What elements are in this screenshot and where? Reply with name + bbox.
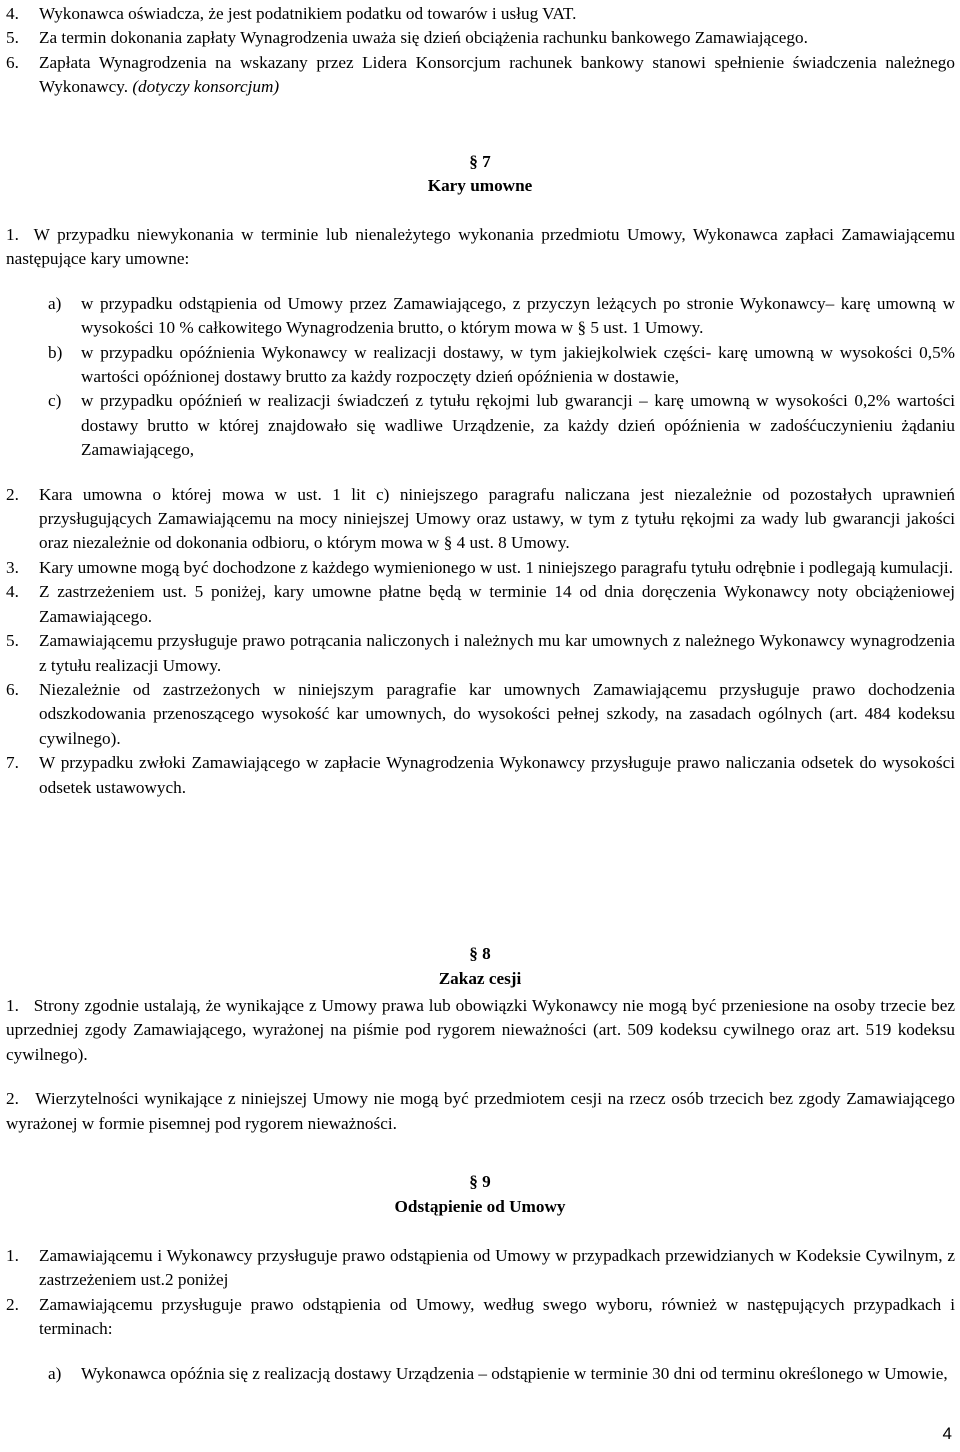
- item-text: W przypadku zwłoki Zamawiającego w zapłacie Wynagrodzenia Wykonawcy przysługuje prawo naliczania odsetek do wysokości odsetek ustawowych.: [39, 753, 955, 797]
- list-item: [6, 1244, 955, 1293]
- list-item: [6, 580, 955, 629]
- item-text: Kara umowna o której mowa w ust. 1 lit c) niniejszego paragrafu naliczana jest niezależnie od pozostałych uprawnień przysługujących Zamawiającemu na mocy niniejszej Umowy oraz ustawy, w tym z tytułu rękojmi za wady lub gwarancji jakości oraz niezależnie od dokonania odbioru, o którym mowa w § 4 ust. 8 Umowy.: [39, 484, 955, 553]
- item-number: 2.: [6, 484, 19, 504]
- item-number: 5.: [6, 631, 19, 651]
- page-number: 4: [942, 1423, 952, 1443]
- list-item: [6, 556, 955, 580]
- section-7-sign: § 7: [469, 152, 491, 171]
- section-9-title: Odstąpienie od Umowy: [394, 1197, 566, 1216]
- section-8-sign: § 8: [469, 944, 491, 963]
- list-item: [6, 629, 955, 678]
- sub-text: w przypadku opóźnień w realizacji świadczeń z tytułu rękojmi lub gwarancji – karę umowną w wysokości 0,2% wartości dostawy brutto w której znajdowało się wadliwe Urządzenie, za każdy dzień opóźnienia w zadośćuczynieniu żądaniu Zamawiającego,: [81, 391, 955, 460]
- sub-item: [6, 1362, 955, 1386]
- item-number: 2.: [6, 1089, 19, 1109]
- sub-label: a): [48, 293, 62, 313]
- item-number: 7.: [6, 753, 19, 773]
- list-item: [6, 751, 955, 800]
- item-text: Za termin dokonania zapłaty Wynagrodzenia uważa się dzień obciążenia rachunku bankowego Zamawiającego.: [39, 28, 808, 48]
- item-text: Zamawiającemu przysługuje prawo potrącania naliczonych i należnych mu kar umownych z należnego Wykonawcy wynagrodzenia z tytułu realizacji Umowy.: [39, 631, 955, 675]
- item-text: Wierzytelności wynikające z niniejszej Umowy nie mogą być przedmiotem cesji na rzecz osób trzecich bez zgody Zamawiającego wyrażonej w formie pisemnej pod rygorem nieważności.: [6, 1089, 955, 1133]
- consortium-note: (dotyczy konsorcjum): [132, 77, 280, 97]
- item-text: Niezależnie od zastrzeżonych w niniejszym paragrafie kar umownych Zamawiającemu przysługuje prawo dochodzenia odszkodowania przenoszącego wysokość kar umownych, do wysokości pełnej szkody, na zasadach ogólnych (art. 484 kodeksu cywilnego).: [39, 679, 955, 748]
- item-text: Zamawiającemu przysługuje prawo odstąpienia od Umowy, według swego wyboru, również w następujących przypadkach i terminach:: [39, 1294, 955, 1339]
- item-text: Strony zgodnie ustalają, że wynikające z Umowy prawa lub obowiązki Wykonawcy nie mogą być przeniesione na osoby trzecie bez uprzedniej zgody Zamawiającego, wyrażonej na piśmie pod rygorem nieważności (art. 509 kodeksu cywilnego oraz art. 519 kodeksu cywilnego).: [6, 996, 956, 1064]
- sub-label: a): [48, 1363, 62, 1383]
- sub-item: [6, 341, 955, 390]
- item-number: 1.: [6, 996, 19, 1015]
- section-8-title: Zakaz cesji: [438, 969, 522, 988]
- item-text: Zapłata Wynagrodzenia na wskazany przez Lidera Konsorcjum rachunek bankowy stanowi spełnienie świadczenia należnego Wykonawcy.: [39, 52, 955, 97]
- sub-text: w przypadku odstąpienia od Umowy przez Zamawiającego, z przyczyn leżących po stronie Wykonawcy– karę umowną w wysokości 10 % całkowitego Wynagrodzenia brutto, o którym mowa w § 5 ust. 1 Umowy.: [81, 293, 955, 338]
- item-text: Kary umowne mogą być dochodzone z każdego wymienionego w ust. 1 niniejszego paragrafu tytułu odrębnie i podlegają kumulacji.: [39, 557, 954, 577]
- item-text: Wykonawca oświadcza, że jest podatnikiem podatku od towarów i usług VAT.: [39, 4, 577, 23]
- list-item: [6, 994, 955, 1067]
- section-9-body: [6, 1244, 955, 1386]
- sub-item: [6, 389, 955, 462]
- section-9-sign: § 9: [469, 1172, 491, 1191]
- section-7-title: Kary umowne: [427, 176, 533, 195]
- list-item: [6, 678, 955, 751]
- section-7-body: [6, 223, 955, 800]
- item-number: 1.: [6, 1246, 19, 1265]
- item-number: 2.: [6, 1294, 19, 1314]
- top-list: [6, 2, 955, 100]
- list-item: [6, 26, 955, 50]
- list-item: [6, 1087, 955, 1136]
- item-number: 1.: [6, 225, 19, 244]
- item-number: 4.: [6, 4, 19, 23]
- sub-label: b): [48, 342, 63, 362]
- item-text: Zamawiającemu i Wykonawcy przysługuje prawo odstąpienia od Umowy w przypadkach przewidzianych w Kodeksie Cywilnym, z zastrzeżeniem ust.2 poniżej: [39, 1246, 955, 1290]
- sub-label: c): [48, 391, 62, 411]
- list-item: [6, 2, 955, 26]
- item-number: 4.: [6, 582, 19, 602]
- sub-item: [6, 292, 955, 341]
- list-item: [6, 51, 955, 100]
- item-number: 5.: [6, 28, 19, 48]
- item-text: Z zastrzeżeniem ust. 5 poniżej, kary umowne płatne będą w terminie 14 od dnia doręczenia Wykonawcy noty obciążeniowej Zamawiającego.: [39, 582, 955, 626]
- item-number: 6.: [6, 679, 19, 699]
- sub-text: w przypadku opóźnienia Wykonawcy w realizacji dostawy, w tym jakiejkolwiek części- karę umowną w wysokości 0,5% wartości opóźnionej dostawy brutto za każdy rozpoczęty dzień opóźnienia w dostawie,: [81, 342, 955, 387]
- section-7-intro: [6, 223, 955, 272]
- section-8-body: [6, 994, 955, 1136]
- item-number: 6.: [6, 52, 19, 72]
- item-text: W przypadku niewykonania w terminie lub nienależytego wykonania przedmiotu Umowy, Wykonawca zapłaci Zamawiającemu następujące kary umowne:: [6, 225, 955, 269]
- list-item: [6, 483, 955, 556]
- sub-text: Wykonawca opóźnia się z realizacją dostawy Urządzenia – odstąpienie w terminie 30 dni od terminu określonego w Umowie,: [81, 1363, 948, 1383]
- item-number: 3.: [6, 557, 19, 577]
- list-item: [6, 1293, 955, 1342]
